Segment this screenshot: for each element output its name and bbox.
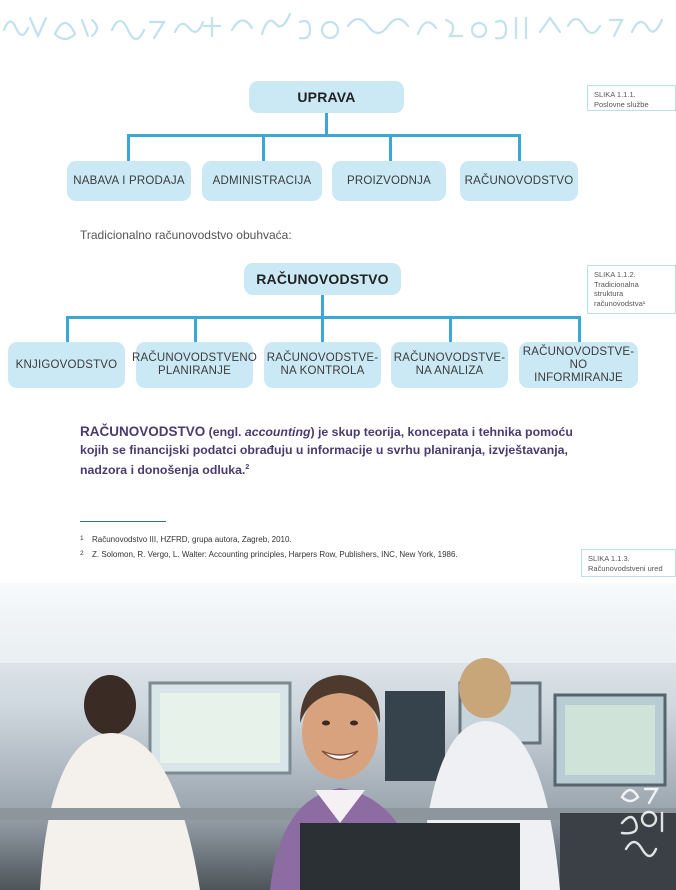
connector xyxy=(325,113,328,135)
connector xyxy=(518,134,521,162)
figure-caption-3 xyxy=(581,549,676,577)
node-proizvodnja: PROIZVODNJA xyxy=(332,161,446,201)
definition-term: RAČUNOVODSTVO xyxy=(80,424,206,439)
node-line: RAČUNOVODSTVE- xyxy=(266,352,379,364)
connector xyxy=(262,134,265,162)
footnote-text: Računovodstvo III, HZFRD, grupa autora, Zagreb, 2010. xyxy=(92,535,292,544)
connector xyxy=(578,316,581,344)
connector xyxy=(449,316,452,344)
node-racunovodstvo-root: RAČUNOVODSTVO xyxy=(244,263,401,295)
caption-line: struktura xyxy=(594,289,624,298)
node-line: RAČUNOVODSTVE- xyxy=(522,345,635,358)
footnote-number: 2 xyxy=(80,550,84,557)
decorative-numerals-band xyxy=(0,0,676,48)
connector xyxy=(127,134,521,137)
node-racunovodstveno-informiranje xyxy=(519,342,638,388)
node-line: PLANIRANJE xyxy=(158,365,231,377)
node-racunovodstvena-kontrola xyxy=(264,342,381,388)
node-line: RAČUNOVODSTVE- xyxy=(393,352,506,364)
caption-label: SLIKA 1.1.3. xyxy=(588,554,630,563)
node-racunovodstvo: RAČUNOVODSTVO xyxy=(460,161,578,201)
connector xyxy=(66,316,69,344)
footnote-2 xyxy=(80,550,458,559)
definition-english-term: accounting xyxy=(244,425,311,439)
node-uprava: UPRAVA xyxy=(249,81,404,113)
caption-text: Računovodstveni ured xyxy=(588,563,663,573)
caption-text: Poslovne službe xyxy=(594,99,649,109)
definition-paragraph xyxy=(80,423,590,480)
node-line: NA KONTROLA xyxy=(280,365,365,377)
figure-caption-1 xyxy=(587,85,676,111)
connector xyxy=(389,134,392,162)
connector xyxy=(127,134,130,162)
figure-caption-2 xyxy=(587,265,676,314)
node-line: KNJIGOVODSTVO xyxy=(15,358,118,371)
node-knjigovodstvo xyxy=(8,342,125,388)
node-line: RAČUNOVODSTVENO xyxy=(131,352,258,364)
node-racunovodstveno-planiranje xyxy=(131,342,258,388)
footnote-text: Z. Solomon, R. Vergo, L. Walter: Accounting principles, Harpers Row, Publishers, INC, New York, 1986. xyxy=(92,550,458,559)
footnote-reference: 2 xyxy=(245,464,250,471)
footnote-divider xyxy=(80,521,166,522)
intro-text: Tradicionalno računovodstvo obuhvaća: xyxy=(80,228,292,242)
node-line: NA ANALIZA xyxy=(415,365,484,377)
node-administracija: ADMINISTRACIJA xyxy=(202,161,322,201)
node-nabava-i-prodaja: NABAVA I PRODAJA xyxy=(67,161,191,201)
definition-body: ) je skup teorija, koncepata i tehnika pomoću kojih se financijski podatci obrađuju u informacije u svrhu planiranja, izvještavanja, nadzora i donošenja odluka. xyxy=(80,425,573,478)
connector xyxy=(321,316,324,344)
connector xyxy=(321,295,324,317)
node-racunovodstvena-analiza xyxy=(391,342,508,388)
caption-label: SLIKA 1.1.2. xyxy=(594,270,636,279)
numerals-pattern-graphic xyxy=(0,0,676,48)
definition-open: (engl. xyxy=(205,425,245,439)
office-scene-illustration xyxy=(0,583,676,890)
caption-label: SLIKA 1.1.1. xyxy=(594,90,636,99)
office-photo xyxy=(0,583,676,890)
caption-line: računovodstva¹ xyxy=(594,298,646,308)
footnote-number: 1 xyxy=(80,535,84,542)
caption-line: Tradicionalna xyxy=(594,279,639,289)
footnote-1 xyxy=(80,535,292,544)
connector xyxy=(194,316,197,344)
node-line: NO INFORMIRANJE xyxy=(534,358,623,384)
